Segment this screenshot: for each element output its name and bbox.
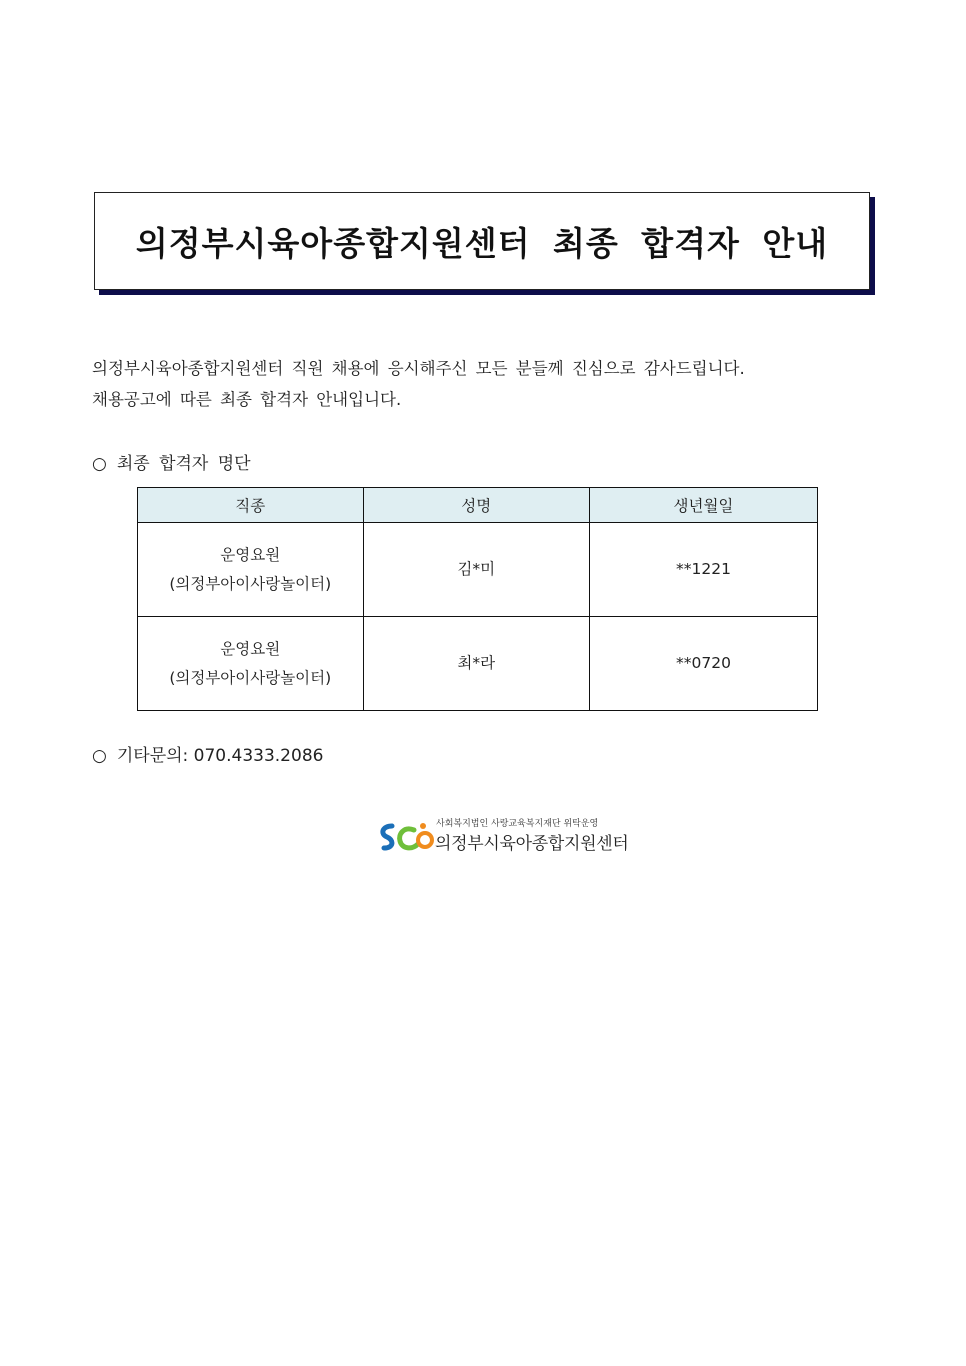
- table-row: [138, 523, 818, 617]
- cell-name: 김*미: [363, 523, 589, 617]
- header-birth: 생년월일: [589, 488, 817, 523]
- logo-subtitle: 사회복지법인 사랑교육복지재단 위탁운영: [436, 819, 599, 829]
- circle-bullet-icon: ○: [92, 454, 107, 474]
- section-title: [92, 449, 251, 474]
- result-table: [137, 487, 818, 711]
- job-title: 운영요원: [220, 545, 281, 564]
- logo-mark-icon: [378, 820, 436, 854]
- intro-line-2: 채용공고에 따른 최종 합격자 안내입니다.: [92, 390, 402, 409]
- header-job: 직종: [138, 488, 364, 523]
- page-title: 의정부시육아종합지원센터 최종 합격자 안내: [135, 223, 829, 263]
- cell-name: 최*라: [363, 617, 589, 711]
- title-box: [94, 192, 870, 290]
- job-location: (의정부아이사랑놀이터): [169, 574, 332, 593]
- intro-text: [92, 353, 892, 415]
- cell-job: [138, 523, 364, 617]
- contact-text: 기타문의: 070.4333.2086: [116, 746, 324, 766]
- table-header-row: [138, 488, 818, 523]
- cell-birth: **0720: [589, 617, 817, 711]
- section-title-label: 최종 합격자 명단: [116, 454, 251, 474]
- table-row: [138, 617, 818, 711]
- cell-birth: **1221: [589, 523, 817, 617]
- job-title: 운영요원: [220, 639, 281, 658]
- job-location: (의정부아이사랑놀이터): [169, 668, 332, 687]
- circle-bullet-icon: ○: [92, 746, 107, 766]
- header-name: 성명: [363, 488, 589, 523]
- logo-name: 의정부시육아종합지원센터: [435, 834, 629, 854]
- intro-line-1: 의정부시육아종합지원센터 직원 채용에 응시해주신 모든 분들께 진심으로 감사드립니다.: [92, 359, 745, 378]
- cell-job: [138, 617, 364, 711]
- contact-info: [92, 741, 323, 766]
- organization-logo: [378, 816, 648, 856]
